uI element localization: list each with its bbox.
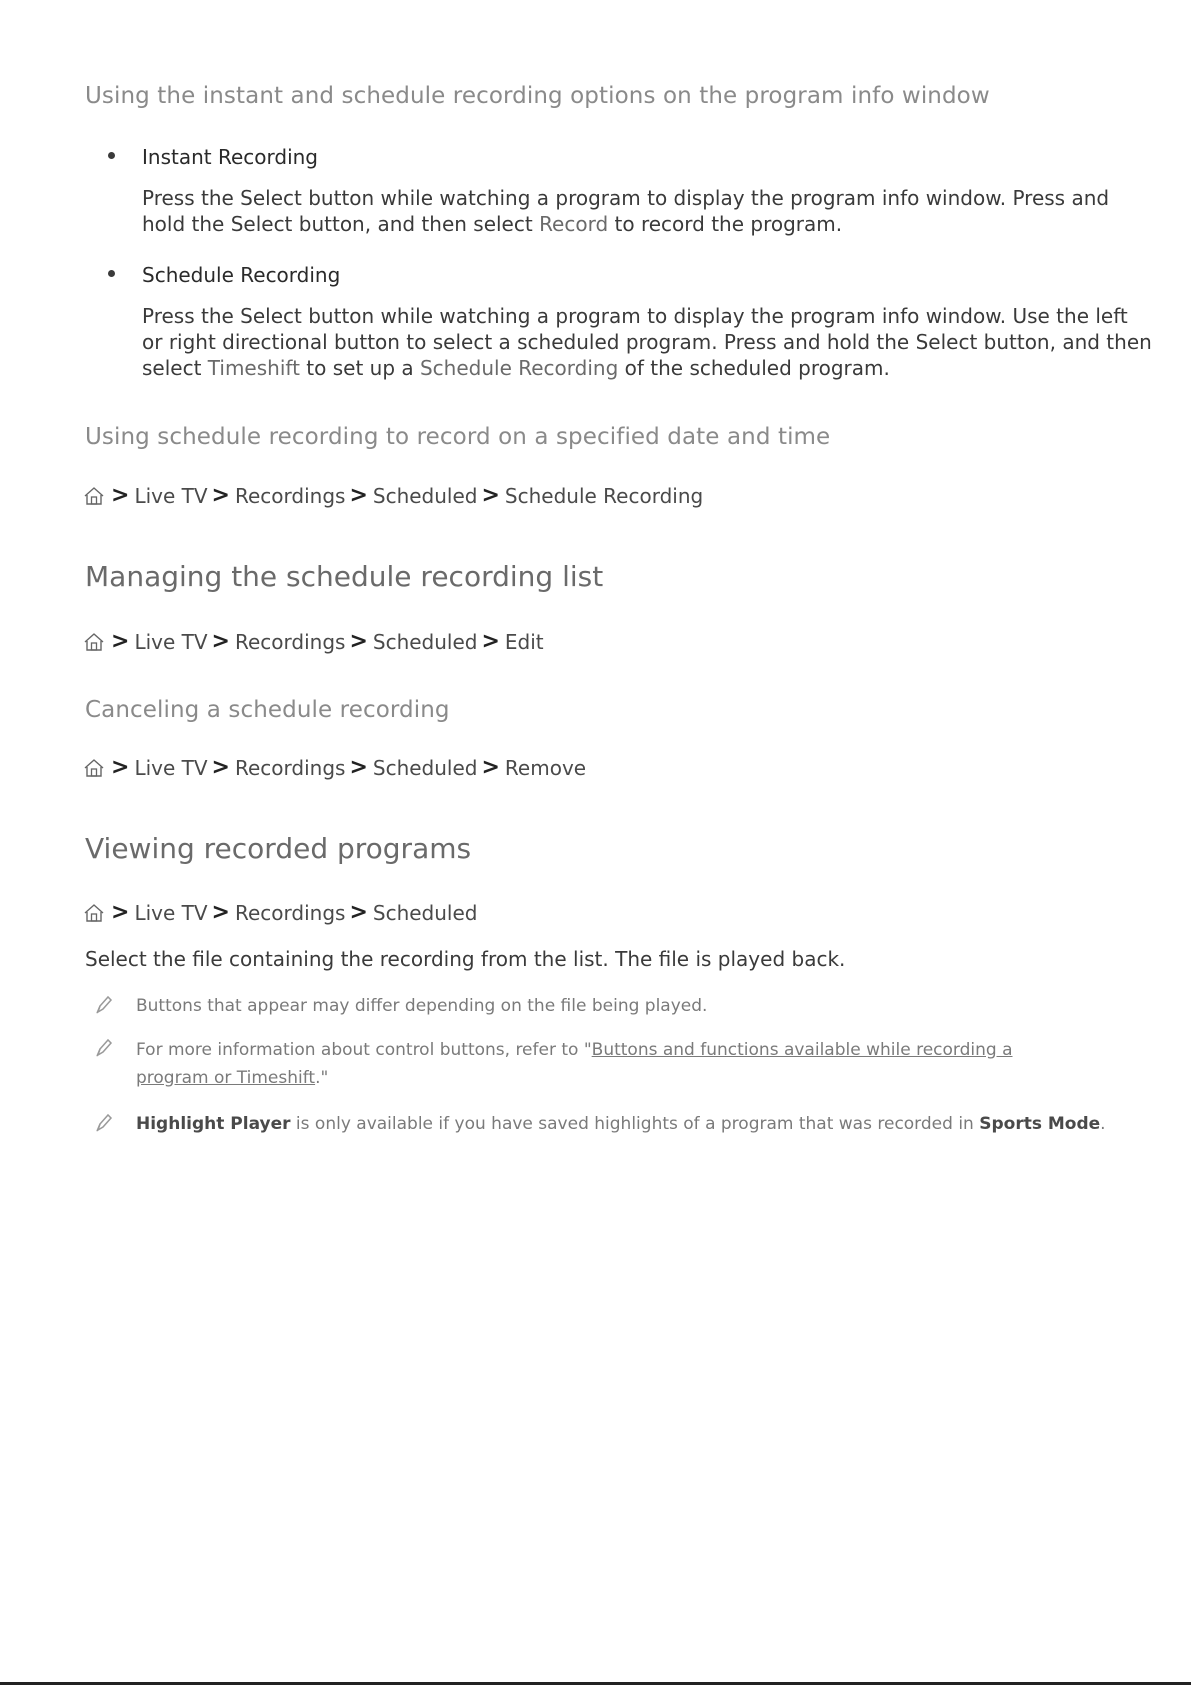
menu-path-item: Live TV (134, 483, 208, 508)
chevron-right-icon: > (349, 755, 368, 780)
instant-recording-line1: Press the Select button while watching a program to display the program info window. Press and (142, 186, 1110, 210)
pencil-icon (94, 1111, 114, 1133)
section-heading-viewing-recorded: Viewing recorded programs (85, 832, 472, 865)
bullet-icon (108, 270, 115, 277)
chevron-right-icon: > (481, 755, 500, 780)
home-icon (83, 486, 105, 506)
instant-recording-line2: hold the Select button, and then select Record to record the program. (142, 212, 843, 236)
menu-term-timeshift: Timeshift (207, 356, 300, 380)
menu-path-item: Schedule Recording (504, 483, 704, 508)
menu-path-item: Recordings (234, 755, 346, 780)
menu-path-remove (83, 755, 586, 780)
chevron-right-icon: > (481, 483, 500, 508)
schedule-recording-line2: or right directional button to select a scheduled program. Press and hold the Select button, and then (142, 330, 1152, 354)
home-icon (83, 903, 105, 923)
section-heading-specified-date: Using schedule recording to record on a specified date and time (85, 424, 831, 450)
chevron-right-icon: > (211, 755, 230, 780)
menu-path-item: Recordings (234, 629, 346, 654)
link-buttons-and-functions[interactable]: Buttons and functions available while recording a (591, 1040, 1013, 1060)
menu-path-scheduled (83, 900, 477, 925)
menu-term-record: Record (539, 212, 609, 236)
section-heading-instant-schedule: Using the instant and schedule recording options on the program info window (85, 83, 990, 109)
note-buttons-differ: Buttons that appear may differ depending on the file being played. (136, 996, 708, 1016)
menu-path-item: Live TV (134, 629, 208, 654)
menu-path-item: Scheduled (372, 755, 478, 780)
menu-path-item: Recordings (234, 483, 346, 508)
menu-path-item: Edit (504, 629, 544, 654)
pencil-icon (94, 993, 114, 1015)
chevron-right-icon: > (349, 629, 368, 654)
schedule-recording-line3: select Timeshift to set up a Schedule Recording of the scheduled program. (142, 356, 890, 380)
chevron-right-icon: > (211, 483, 230, 508)
menu-path-item: Live TV (134, 755, 208, 780)
menu-path-edit (83, 629, 544, 654)
chevron-right-icon: > (111, 755, 130, 780)
menu-path-item: Recordings (234, 900, 346, 925)
home-icon (83, 758, 105, 778)
menu-path-item: Scheduled (372, 483, 478, 508)
menu-term-schedule-recording: Schedule Recording (419, 356, 619, 380)
chevron-right-icon: > (481, 629, 500, 654)
menu-path-schedule-recording (83, 483, 703, 508)
menu-path-item: Scheduled (372, 900, 478, 925)
bullet-title-schedule-recording: Schedule Recording (142, 263, 341, 287)
section-heading-managing-list: Managing the schedule recording list (85, 560, 604, 593)
chevron-right-icon: > (111, 900, 130, 925)
pencil-icon (94, 1036, 114, 1058)
note-control-buttons-line2: program or Timeshift." (136, 1068, 329, 1088)
home-icon (83, 632, 105, 652)
link-program-or-timeshift[interactable]: program or Timeshift (136, 1068, 316, 1088)
section-heading-canceling: Canceling a schedule recording (85, 697, 450, 723)
term-sports-mode: Sports Mode (979, 1114, 1101, 1134)
viewing-body-text: Select the file containing the recording from the list. The file is played back. (85, 947, 846, 971)
bullet-title-instant-recording: Instant Recording (142, 145, 318, 169)
menu-path-item: Remove (504, 755, 587, 780)
note-control-buttons-line1: For more information about control buttons, refer to "Buttons and functions available while recording a (136, 1040, 1013, 1060)
chevron-right-icon: > (349, 900, 368, 925)
chevron-right-icon: > (111, 483, 130, 508)
menu-path-item: Scheduled (372, 629, 478, 654)
chevron-right-icon: > (211, 900, 230, 925)
term-highlight-player: Highlight Player (136, 1114, 291, 1134)
note-highlight-player: Highlight Player is only available if you have saved highlights of a program that was recorded in Sports Mode. (136, 1114, 1106, 1134)
bullet-icon (108, 152, 115, 159)
chevron-right-icon: > (211, 629, 230, 654)
chevron-right-icon: > (111, 629, 130, 654)
menu-path-item: Live TV (134, 900, 208, 925)
chevron-right-icon: > (349, 483, 368, 508)
schedule-recording-line1: Press the Select button while watching a program to display the program info window. Use the left (142, 304, 1128, 328)
